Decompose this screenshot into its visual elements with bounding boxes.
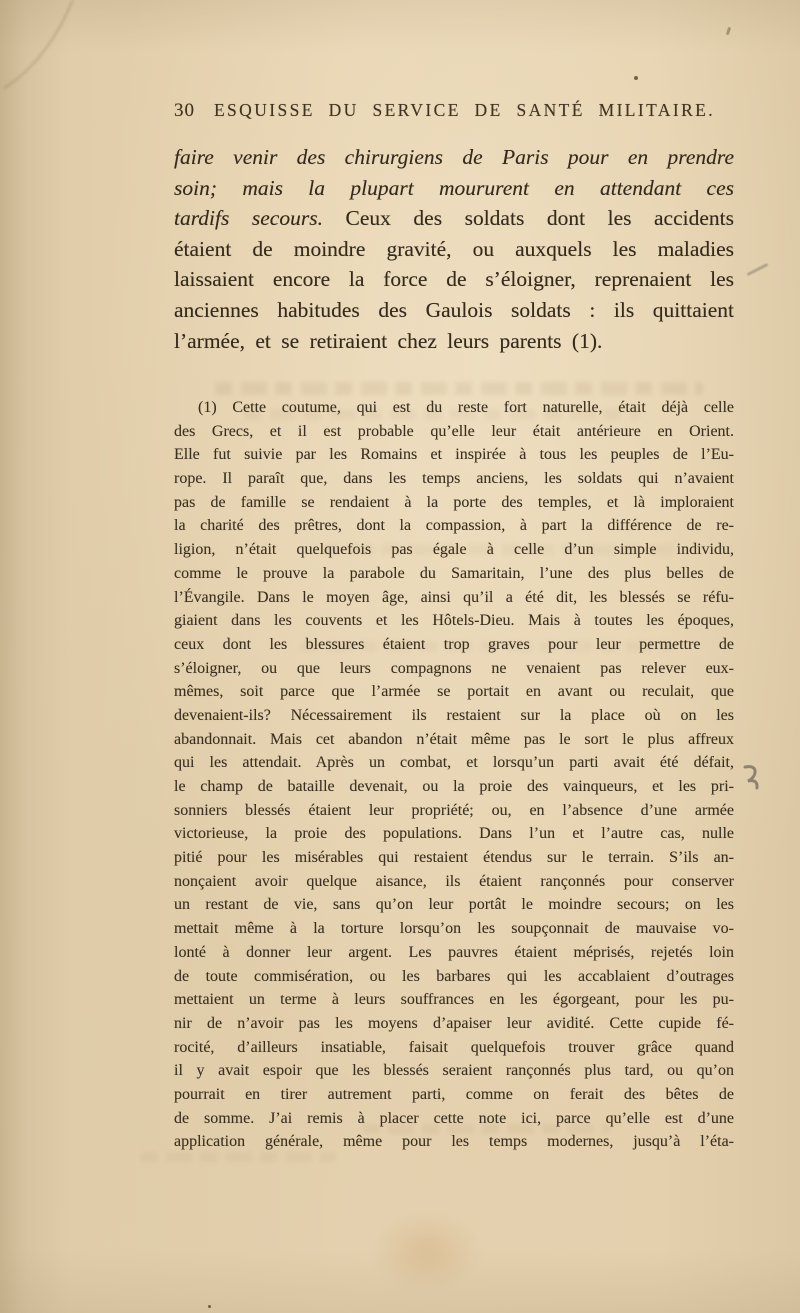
text-segment: mettait même à la torture lorsqu’on les soupçonnait de mauvaise vo- <box>174 920 734 938</box>
footnote-block <box>174 396 734 1154</box>
text-segment: rocité, d’ailleurs insatiable, faisait quelquefois trouver grâce quand <box>174 1038 734 1056</box>
text-segment: sonniers blessés étaient leur propriété; ou, en l’absence d’une armée <box>174 801 734 819</box>
text-segment: victorieuse, la proie des populations. Dans l’un et l’autre cas, nulle <box>174 825 734 843</box>
text-segment: lonté à donner leur argent. Les pauvres étaient méprisés, rejetés loin <box>174 943 734 961</box>
text-segment: ligion, n’était quelquefois pas égale à celle d’un simple individu, <box>174 541 734 559</box>
running-header <box>174 100 734 126</box>
text-line <box>174 893 734 917</box>
text-segment: nonçaient avoir quelque aisance, ils étaient rançonnés pour conserver <box>174 872 734 890</box>
text-line <box>174 173 734 204</box>
text-line <box>174 1107 734 1131</box>
text-segment: mêmes, soit parce que l’armée se portait en avant ou reculait, que <box>174 683 734 701</box>
text-line <box>174 799 734 823</box>
text-segment: pourrait en tirer autrement parti, comme on ferait des bêtes de <box>174 1085 734 1103</box>
text-segment: s’éloigner, ou que leurs compagnons ne venaient pas relever eux- <box>174 659 734 677</box>
text-segment: tardifs secours. <box>174 206 346 231</box>
text-segment: pitié pour les misérables qui restaient étendus sur le terrain. S’ils an- <box>174 849 734 867</box>
text-segment: faire venir des chirurgiens de Paris pour en prendre <box>174 145 734 169</box>
text-segment: laissaient encore la force de s’éloigner, reprenaient les <box>174 267 734 292</box>
text-line <box>174 142 734 173</box>
text-line <box>174 420 734 444</box>
text-line <box>174 1059 734 1083</box>
text-segment: soin; mais la plupart moururent en attendant ces <box>174 175 734 200</box>
text-segment: qui les attendait. Après un combat, et lorsqu’un parti avait été défait, <box>174 754 734 772</box>
text-segment: étaient de moindre gravité, ou auxquels les maladies <box>174 236 734 261</box>
text-line <box>174 751 734 775</box>
text-segment: nir de n’avoir pas les moyens d’apaiser leur avidité. Cette cupide fé- <box>174 1014 734 1032</box>
text-segment: l’Évangile. Dans le moyen âge, ainsi qu’il a été dit, les blessés se réfu- <box>174 588 734 606</box>
text-segment: le champ de bataille devenait, ou la proie des vainqueurs, et les pri- <box>174 778 734 795</box>
text-segment: la charité des prêtres, dont la compassion, à part la différence de re- <box>174 517 734 535</box>
text-line <box>174 538 734 562</box>
text-line <box>174 586 734 610</box>
text-line <box>174 633 734 657</box>
text-segment: Elle fut suivie par les Romains et inspirée à tous les peuples de l’Eu- <box>174 446 734 464</box>
text-segment: devenaient-ils? Nécessairement ils restaient sur la place où on les <box>174 706 734 724</box>
text-line <box>174 1036 734 1060</box>
text-line <box>174 609 734 633</box>
text-line <box>174 657 734 681</box>
text-line <box>174 295 734 326</box>
text-line <box>174 264 734 295</box>
page-number: 30 <box>174 100 195 121</box>
text-segment: abandonnait. Mais cet abandon n’était même pas le sort le plus affreux <box>174 730 734 748</box>
text-line <box>174 822 734 846</box>
text-line <box>174 467 734 491</box>
text-line <box>174 514 734 538</box>
text-line <box>174 870 734 894</box>
text-segment: des Grecs, et il est probable qu’elle leur était antérieure en Orient. <box>174 422 734 440</box>
text-line <box>174 203 734 234</box>
text-segment: Ceux des soldats dont les accidents <box>345 206 734 231</box>
text-line <box>174 1130 734 1154</box>
text-line <box>174 491 734 515</box>
text-segment: l’armée, et se retiraient chez leurs parents (1). <box>174 328 603 353</box>
running-title: ESQUISSE DU SERVICE DE SANTÉ MILITAIRE. <box>213 100 716 120</box>
text-segment: ceux dont les blessures étaient trop graves pour leur permettre de <box>174 635 734 653</box>
text-line <box>174 846 734 870</box>
text-segment: de toute commisération, ou les barbares qui les accablaient d’outrages <box>174 967 734 985</box>
text-segment: il y avait espoir que les blessés seraient rançonnés plus tard, ou qu’on <box>174 1062 734 1080</box>
text-line <box>174 917 734 941</box>
text-line <box>174 704 734 728</box>
pencil-marginalia-mark <box>742 763 762 793</box>
text-line <box>174 680 734 704</box>
text-segment: (1) Cette coutume, qui est du reste fort naturelle, était déjà celle <box>198 399 734 416</box>
text-line <box>174 988 734 1012</box>
ink-speck <box>208 1305 211 1308</box>
text-segment: pas de famille se rendaient à la porte des temples, et là imploraient <box>174 493 734 511</box>
text-line <box>174 396 734 420</box>
text-line <box>174 965 734 989</box>
text-segment: anciennes habitudes des Gaulois soldats : ils quittaient <box>174 297 734 322</box>
text-line <box>174 326 734 357</box>
text-line <box>174 775 734 799</box>
text-line <box>174 562 734 586</box>
text-line <box>174 941 734 965</box>
text-segment: comme le prouve la parabole du Samaritain, l’une des plus belles de <box>174 564 734 582</box>
text-segment: giaient dans les couvents et les Hôtels-Dieu. Mais à toutes les époques, <box>174 612 734 630</box>
text-line <box>174 234 734 265</box>
text-line <box>174 1083 734 1107</box>
text-line <box>174 1012 734 1036</box>
text-segment: rope. Il paraît que, dans les temps anciens, les soldats qui n’avaient <box>174 470 734 488</box>
margin-pen-mark <box>747 263 769 276</box>
text-segment: de somme. J’ai remis à placer cette note ici, parce qu’elle est d’une <box>174 1109 734 1127</box>
ink-speck <box>634 76 638 80</box>
ghost-showthrough <box>215 382 703 395</box>
paper-crease-mark <box>0 0 120 110</box>
text-line <box>174 728 734 752</box>
main-passage <box>174 142 734 356</box>
stray-apostrophe-mark <box>726 27 731 35</box>
foxing-stain <box>372 1212 482 1292</box>
text-segment: application générale, même pour les temps modernes, jusqu’à l’éta- <box>174 1133 734 1151</box>
text-line <box>174 443 734 467</box>
text-segment: un restant de vie, sans qu’on leur portât le moindre secours; on les <box>174 896 734 914</box>
text-segment: mettaient un terme à leurs souffrances en les égorgeant, pour les pu- <box>174 991 734 1009</box>
